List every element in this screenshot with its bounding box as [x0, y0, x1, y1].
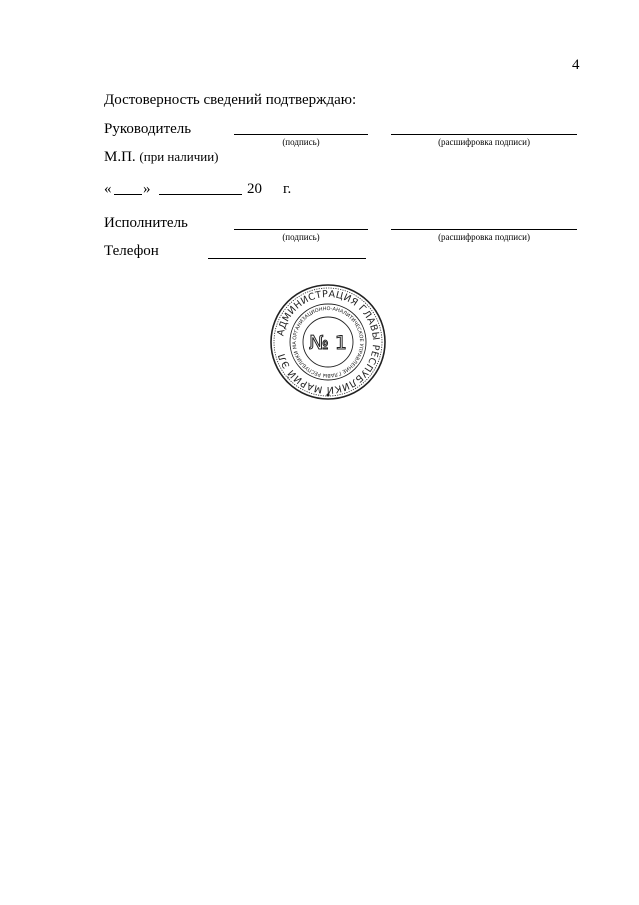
seal-mp-label: М.П.	[104, 149, 136, 165]
head-signature-line[interactable]	[234, 134, 368, 135]
stamp-outer-text: АДМИНИСТРАЦИЯ ГЛАВЫ РЕСПУБЛИКИ МАРИЙ ЭЛ	[275, 288, 382, 396]
date-month-line[interactable]	[159, 194, 242, 195]
date-year-suffix: г.	[283, 181, 292, 197]
date-close-quote: »	[143, 181, 151, 197]
date-year-prefix: 20	[247, 181, 262, 197]
seal-place	[104, 148, 218, 166]
confirmation-text: Достоверность сведений подтверждаю:	[104, 92, 357, 108]
stamp-number: № 1	[309, 332, 347, 354]
executor-label: Исполнитель	[104, 215, 188, 231]
executor-signature-caption: (подпись)	[282, 232, 320, 242]
head-decoding-caption: (расшифровка подписи)	[438, 137, 530, 147]
executor-signature-line[interactable]	[234, 229, 368, 230]
page-number: 4	[572, 57, 580, 73]
seal-note: (при наличии)	[139, 149, 219, 164]
head-decoding-line[interactable]	[391, 134, 577, 135]
phone-line[interactable]	[208, 258, 366, 259]
stamp-inner-text: ОРГАНИЗАЦИОННО-АНАЛИТИЧЕСКОЕ УПРАВЛЕНИЕ ГЛАВЫ РЕСПУБЛИКИ МА	[291, 305, 365, 379]
phone-label: Телефон	[104, 243, 159, 259]
date-day-line[interactable]	[114, 194, 142, 195]
executor-decoding-line[interactable]	[391, 229, 577, 230]
official-stamp-icon	[268, 283, 388, 401]
executor-decoding-caption: (расшифровка подписи)	[438, 232, 530, 242]
head-signature-caption: (подпись)	[282, 137, 320, 147]
date-open-quote: «	[104, 181, 112, 197]
head-label: Руководитель	[104, 121, 192, 137]
